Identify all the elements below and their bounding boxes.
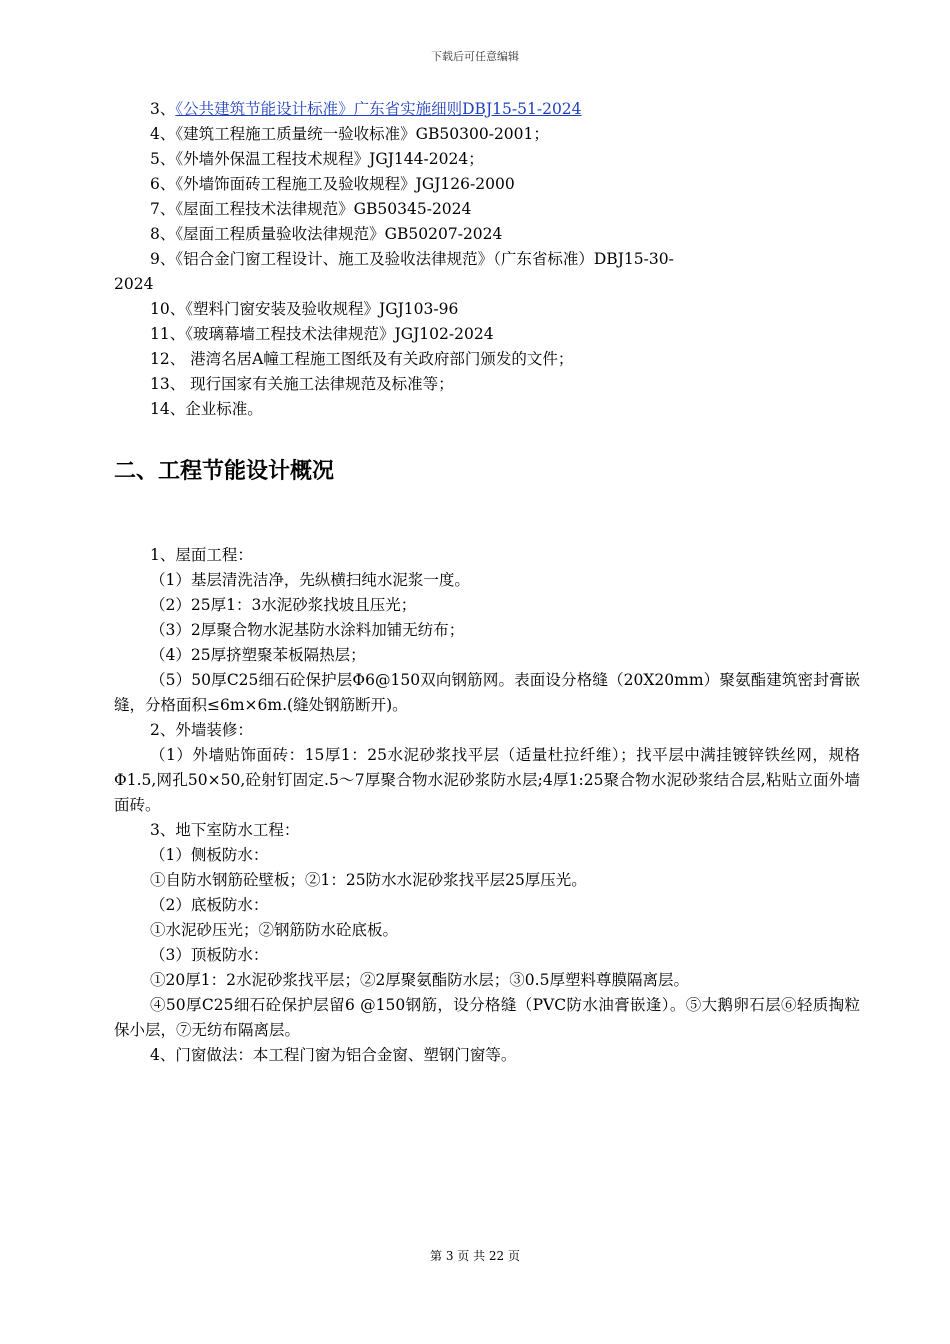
reference-number: 3、 (150, 100, 176, 118)
reference-text: 《铝合金门窗工程设计、施工及验收法律规范》（广东省标准）DBJ15-30- (175, 250, 674, 268)
reference-number: 8、 (150, 225, 176, 243)
basement-roof-detail-1: ①20厚1：2水泥砂浆找平层；②2厚聚氨酯防水层；③0.5厚塑料尊膜隔离层。 (150, 971, 689, 989)
reference-number: 12、 (150, 350, 186, 368)
reference-item-4 (114, 122, 860, 147)
section-heading: 二、工程节能设计概况 (114, 459, 335, 484)
reference-number: 7、 (150, 200, 176, 218)
reference-link[interactable]: 《公共建筑节能设计标准》广东省实施细则DBJ15-51-2024 (175, 100, 582, 118)
reference-text: 《玻璃幕墙工程技术法律规范》JGJ102-2024 (185, 325, 494, 343)
section-body (114, 543, 860, 1068)
reference-number: 5、 (150, 150, 176, 168)
reference-item-14 (114, 397, 860, 422)
reference-item-3 (114, 97, 860, 122)
reference-number: 10、 (150, 300, 186, 318)
page-footer: 第 3 页 共 22 页 (430, 1249, 520, 1263)
reference-text: 《建筑工程施工质量统一验收标准》GB50300-2001； (175, 125, 549, 143)
basement-side-heading: （1）侧板防水： (150, 846, 269, 864)
basement-roof-heading: （3）顶板防水： (150, 946, 269, 964)
basement-floor-heading: （2）底板防水： (150, 896, 269, 914)
reference-item-9-continued: 2024 (114, 275, 154, 293)
reference-item-5 (114, 147, 860, 172)
basement-floor-detail: ①水泥砂压光；②钢筋防水砼底板。 (150, 921, 399, 939)
roof-step-2: （2）25厚1：3水泥砂浆找坡且压光； (150, 596, 417, 614)
reference-item-7 (114, 197, 860, 222)
roof-step-1: （1）基层清洗洁净，先纵横扫纯水泥浆一度。 (150, 571, 470, 589)
reference-number: 9、 (150, 250, 176, 268)
roof-heading: 1、屋面工程： (150, 546, 253, 564)
basement-heading: 3、地下室防水工程： (150, 821, 300, 839)
reference-text: 《外墙饰面砖工程施工及验收规程》JGJ126-2000 (175, 175, 515, 193)
reference-text: 《屋面工程质量验收法律规范》GB50207-2024 (175, 225, 503, 243)
reference-item-9 (114, 247, 860, 272)
basement-roof-detail-2: ④50厚C25细石砼保护层留6 @150钢筋，设分格缝（PVC防水油膏嵌逢）。⑤大鹅卵石层⑥轻质掏粒保小层，⑦无纺布隔离层。 (114, 996, 860, 1039)
door-window-heading: 4、门窗做法：本工程门窗为铝合金窗、塑钢门窗等。 (150, 1046, 517, 1064)
reference-item-6 (114, 172, 860, 197)
reference-text: 企业标准。 (185, 400, 263, 418)
reference-number: 14、 (150, 400, 186, 418)
reference-item-11 (114, 322, 860, 347)
roof-step-5: （5）50厚C25细石砼保护层Φ6@150双向钢筋网。表面设分格缝（20X20mm）聚氨酯建筑密封膏嵌缝，分格面积≤6m×6m.(缝处钢筋断开)。 (114, 671, 860, 714)
wall-step-1: （1）外墙贴饰面砖：15厚1：25水泥砂浆找平层（适量杜拉纤维）；找平层中满挂镀锌铁丝网，规格Φ1.5,网孔50×50,砼射钉固定.5～7厚聚合物水泥砂浆防水层;4厚1:25聚合物水泥砂浆结合层,粘贴立面外墙面砖。 (114, 746, 860, 814)
basement-side-detail: ①自防水钢筋砼壁板；②1：25防水水泥砂浆找平层25厚压光。 (150, 871, 587, 889)
reference-item-12 (114, 347, 860, 372)
reference-item-8 (114, 222, 860, 247)
reference-number: 4、 (150, 125, 176, 143)
reference-text: 现行国家有关施工法律规范及标准等； (185, 375, 454, 393)
roof-step-3: （3）2厚聚合物水泥基防水涂料加铺无纺布； (150, 621, 465, 639)
reference-list (114, 97, 860, 422)
roof-step-4: （4）25厚挤塑聚苯板隔热层； (150, 646, 366, 664)
reference-number: 6、 (150, 175, 176, 193)
reference-item-13 (114, 372, 860, 397)
reference-text: 《塑料门窗安装及验收规程》JGJ103-96 (185, 300, 459, 318)
page-header: 下载后可任意编辑 (431, 50, 519, 63)
reference-number: 11、 (150, 325, 186, 343)
reference-number: 13、 (150, 375, 186, 393)
wall-heading: 2、外墙装修： (150, 721, 253, 739)
reference-text: 港湾名居A幢工程施工图纸及有关政府部门颁发的文件； (185, 350, 574, 368)
reference-text: 《屋面工程技术法律规范》GB50345-2024 (175, 200, 472, 218)
reference-item-10 (114, 297, 860, 322)
reference-text: 《外墙外保温工程技术规程》JGJ144-2024； (175, 150, 484, 168)
